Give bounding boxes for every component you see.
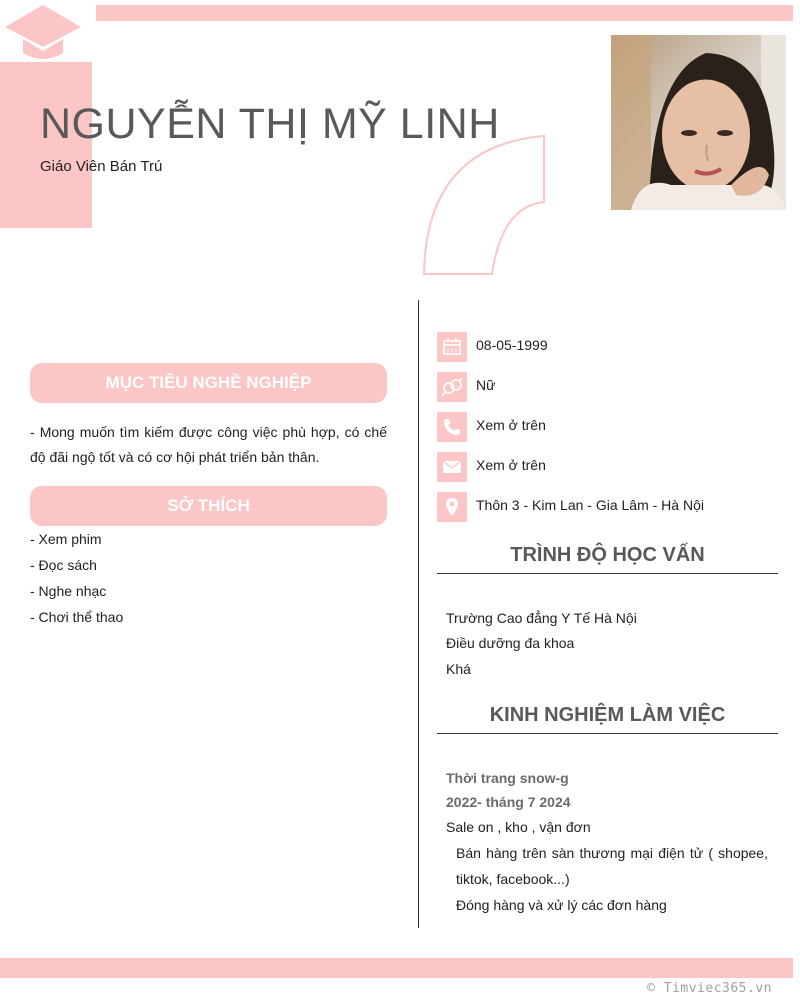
experience-heading: KINH NGHIỆM LÀM VIỆC — [489, 704, 726, 726]
hobby-item: - Chơi thể thao — [30, 609, 124, 625]
experience-period: 2022- tháng 7 2024 — [446, 794, 571, 810]
experience-underline — [437, 733, 778, 734]
phone-value: Xem ở trên — [476, 417, 546, 433]
gender-icon — [437, 372, 467, 402]
education-school: Trường Cao đẳng Y Tế Hà Nội — [446, 610, 637, 626]
column-divider — [418, 300, 419, 928]
calendar-icon — [437, 332, 467, 362]
gender-value: Nữ — [476, 377, 496, 393]
watermark-text: © Timviec365.vn — [647, 981, 772, 996]
phone-icon — [437, 412, 467, 442]
candidate-name: NGUYỄN THỊ MỸ LINH — [40, 100, 500, 148]
address-value: Thôn 3 - Kim Lan - Gia Lâm - Hà Nội — [476, 497, 704, 513]
hobby-item: - Đọc sách — [30, 557, 97, 573]
location-pin-icon — [437, 492, 467, 522]
bottom-accent-bar — [0, 958, 793, 978]
experience-role: Sale on , kho , vận đơn — [446, 819, 591, 835]
experience-description: Đóng hàng và xử lý các đơn hàng — [456, 897, 667, 913]
experience-company: Thời trang snow-g — [446, 770, 569, 786]
education-heading: TRÌNH ĐỘ HỌC VẤN — [510, 544, 705, 566]
profile-photo — [611, 35, 786, 210]
education-major: Điều dưỡng đa khoa — [446, 635, 575, 651]
education-grade: Khá — [446, 661, 471, 677]
experience-description: Bán hàng trên sàn thương mại điện tử ( shopee, tiktok, facebook...) — [456, 845, 768, 887]
portrait-image — [611, 35, 786, 210]
candidate-position: Giáo Viên Bán Trú — [40, 158, 163, 175]
email-icon — [437, 452, 467, 482]
top-accent-bar — [96, 5, 793, 21]
decorative-arc — [420, 132, 548, 278]
birthday-value: 08-05-1999 — [476, 337, 548, 353]
hobby-item: - Nghe nhạc — [30, 583, 107, 599]
hobby-item: - Xem phim — [30, 531, 102, 547]
education-underline — [437, 573, 778, 574]
objective-text: - Mong muốn tìm kiếm được công việc phù hợp, có chế độ đãi ngộ tốt và có cơ hội phát triển bản thân. — [30, 424, 387, 465]
graduation-cap-icon — [5, 5, 81, 63]
hobbies-heading: SỞ THÍCH — [30, 486, 387, 526]
objective-heading: MỤC TIÊU NGHỀ NGHIỆP — [30, 363, 387, 403]
email-value: Xem ở trên — [476, 457, 546, 473]
